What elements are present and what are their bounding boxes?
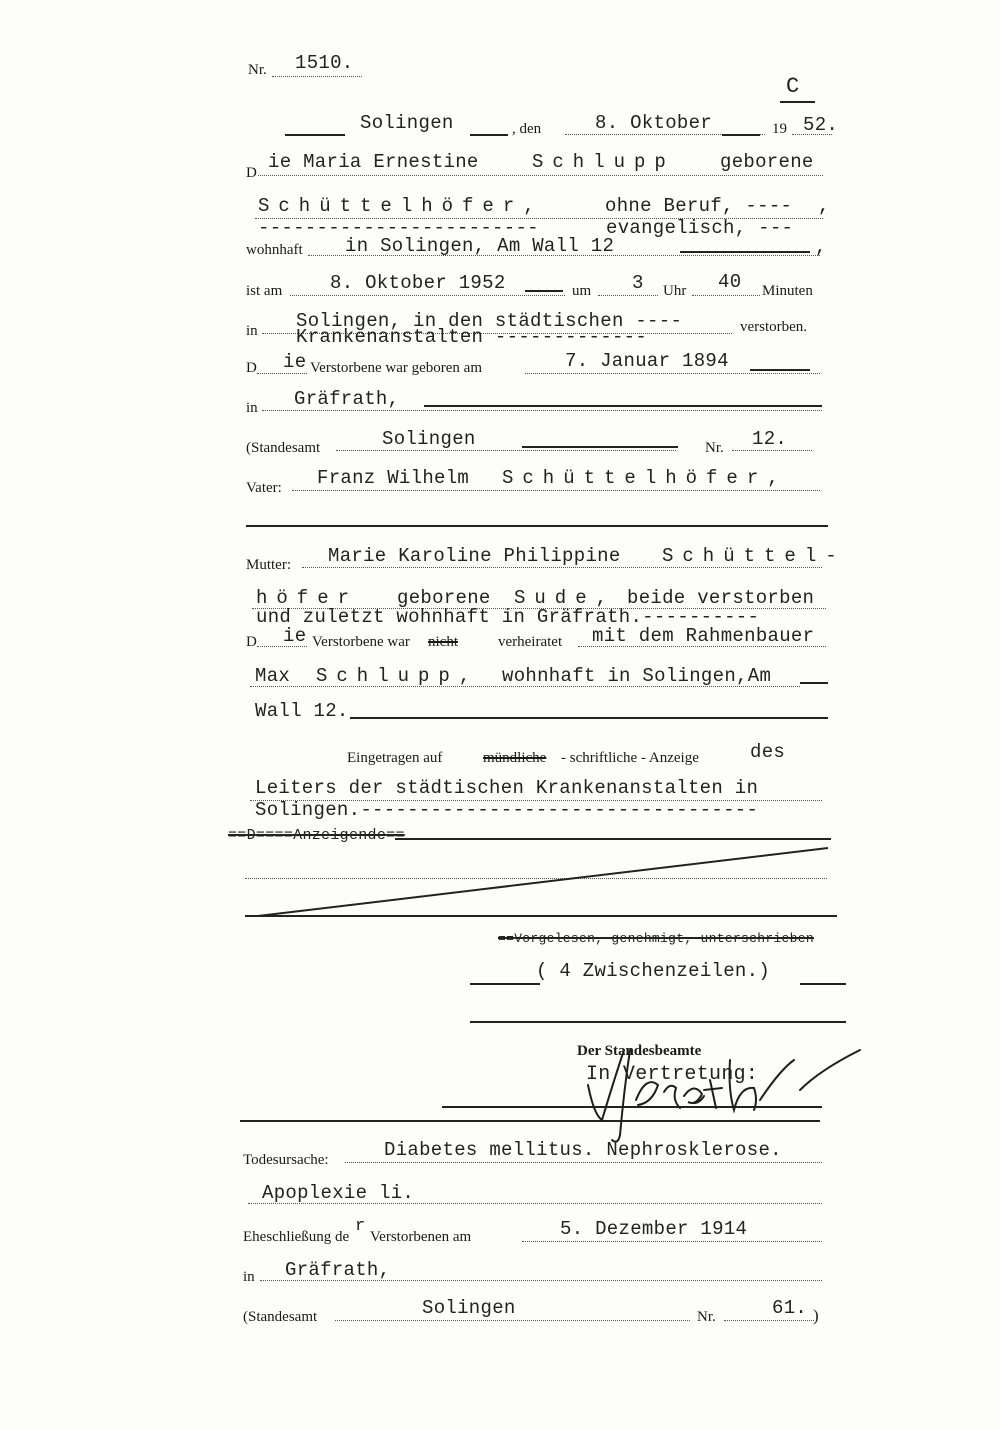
father-line [292, 490, 820, 491]
birth-date-line [525, 373, 820, 374]
signature-line [442, 1106, 822, 1108]
spouse-residence: wohnhaft in Solingen,Am [502, 665, 772, 687]
death-date: 8. Oktober 1952 [330, 272, 506, 294]
marital-spouse-intro: mit dem Rahmenbauer [592, 625, 815, 647]
deceased-geborene: geborene [720, 151, 814, 173]
spouse-first-name: Max [255, 665, 291, 687]
struck-approval-prefix: == [498, 931, 515, 946]
official-title: Der Standesbeamte [577, 1043, 702, 1059]
place-fill-line-2 [470, 134, 508, 136]
divider-line [240, 1120, 820, 1122]
marital-d-label: D [246, 634, 257, 650]
birth-suffix: ie [283, 351, 307, 373]
official-vertretung: In Vertretung: [586, 1063, 759, 1086]
marriage-standesamt: Solingen [422, 1297, 516, 1319]
birth-date: 7. Januar 1894 [565, 350, 729, 372]
date-fill-line [722, 134, 760, 136]
cause-line-1 [345, 1162, 822, 1163]
struck-eq: ==== [255, 827, 294, 844]
struck-d: D [246, 827, 256, 844]
entry-text-line1: Leiters der städtischen Krankenanstalten in [255, 777, 759, 799]
hour-line [598, 295, 658, 296]
death-in-label: in [246, 323, 258, 339]
death-minutes: 40 [718, 271, 742, 293]
deceased-religion: evangelisch, --- [606, 217, 794, 239]
struck-d-anzeigende [228, 827, 405, 844]
marriage-place: Gräfrath, [285, 1259, 391, 1281]
marriage-date-line [522, 1241, 822, 1242]
mother-geborene: geborene [397, 587, 491, 609]
approval-blank-line [470, 1021, 846, 1023]
mother-first-names: Marie Karoline Philippine [328, 545, 621, 567]
cause-text-line2: Apoplexie li. [262, 1182, 415, 1204]
marriage-close-paren: ) [813, 1306, 819, 1325]
deceased-first-names: ie Maria Ernestine [268, 151, 479, 173]
mother-note2: und zuletzt wohnhaft in Gräfrath.---------- [256, 606, 760, 628]
record-number: 1510. [295, 52, 354, 74]
uhr-label: Uhr [663, 283, 687, 299]
deceased-comma: , [818, 195, 830, 217]
mother-surname-part1: Schüttel- [662, 545, 846, 567]
deceased-d-label: D [246, 165, 257, 181]
ist-am-label: ist am [246, 283, 283, 299]
struck-approval-text: Vorgelesen, genehmigt, unterschrieben [514, 931, 814, 946]
marriage-suffix: r [355, 1217, 366, 1236]
death-date-line [290, 295, 565, 296]
birth-date-fill [750, 369, 810, 371]
death-place-line2: Krankenanstalten ------------- [296, 326, 648, 348]
birth-nr-label: Nr. [705, 440, 724, 456]
death-place-line1: Solingen, in den städtischen ---- [296, 310, 683, 332]
birth-nr: 12. [752, 428, 788, 450]
marriage-nr: 61. [772, 1297, 808, 1319]
marriage-in-label: in [243, 1269, 255, 1285]
marriage-standesamt-label: (Standesamt [243, 1309, 318, 1325]
mother-line [302, 567, 822, 568]
father-label: Vater: [246, 480, 282, 496]
birth-standesamt-line [336, 450, 676, 451]
den-label: , den [512, 121, 542, 137]
letter-underline [780, 101, 815, 103]
marital-struck-nicht: nicht [428, 634, 458, 650]
deceased-maiden-name: Schüttelhöfer, [258, 195, 544, 217]
deceased-dashline: ------------------------ [258, 217, 539, 239]
marital-label: Verstorbene war [312, 634, 410, 650]
birth-in-label: in [246, 400, 258, 416]
mother-maiden: Sude, [514, 587, 617, 609]
cause-label: Todesursache: [243, 1152, 329, 1168]
marriage-standesamt-line [335, 1320, 690, 1321]
residence-fill [680, 251, 810, 253]
birth-place-fill [424, 405, 822, 407]
father-first-names: Franz Wilhelm [317, 467, 470, 489]
mother-note1: beide verstorben [627, 587, 815, 609]
spouse-surname: Schlupp, [316, 665, 480, 687]
birth-standesamt-fill [522, 446, 678, 448]
father-surname: Schüttelhöfer, [502, 467, 788, 489]
blank-line-1 [245, 878, 827, 879]
deceased-surname: Schlupp [532, 151, 675, 173]
cancellation-diagonal [258, 848, 828, 916]
residence-comma: , [815, 236, 827, 258]
deceased-name-line [258, 175, 823, 176]
father-blank-line [246, 525, 828, 527]
entry-label-start: Eingetragen auf [347, 750, 443, 766]
nr-label: Nr. [248, 62, 267, 78]
verstorben-label: verstorben. [740, 319, 808, 335]
marriage-nr-line [724, 1320, 814, 1321]
birth-d-line [257, 373, 307, 374]
nr-line [272, 76, 362, 77]
minute-line [692, 295, 760, 296]
birth-d-label: D [246, 360, 257, 376]
year-prefix: 19 [772, 121, 787, 137]
year-suffix: 52. [803, 114, 839, 136]
birth-nr-line [732, 450, 812, 451]
marriage-label-start: Eheschließung de [243, 1229, 350, 1245]
blank-line-2 [245, 915, 837, 917]
birth-place: Gräfrath, [294, 388, 400, 410]
spouse-fill-2 [350, 717, 828, 719]
entry-label-end: - schriftliche - Anzeige [561, 750, 699, 766]
minuten-label: Minuten [762, 283, 813, 299]
zwischen-fill-1 [470, 983, 540, 985]
marriage-date: 5. Dezember 1914 [560, 1218, 748, 1240]
struck-prefix: == [228, 827, 247, 844]
zwischen-fill-2 [800, 983, 846, 985]
cause-text-line1: Diabetes mellitus. Nephrosklerose. [384, 1139, 782, 1161]
death-hour: 3 [632, 272, 644, 294]
spouse-residence-line2: Wall 12. [255, 700, 349, 722]
anzeigende-line [395, 838, 831, 840]
entry-text-line2: Solingen.---------------------------------- [255, 799, 759, 821]
zwischenzeilen: ( 4 Zwischenzeilen.) [536, 960, 771, 982]
birth-label: Verstorbene war geboren am [310, 360, 483, 376]
marriage-label-end: Verstorbenen am [370, 1229, 472, 1245]
struck-approval [498, 931, 814, 946]
birth-standesamt-label: (Standesamt [246, 440, 321, 456]
birth-place-line [262, 410, 822, 411]
mother-label: Mutter: [246, 557, 291, 573]
marriage-nr-label: Nr. [697, 1309, 716, 1325]
entry-des: des [750, 741, 786, 763]
deceased-residence: in Solingen, Am Wall 12 [345, 235, 615, 257]
struck-suffix: == [386, 827, 405, 844]
struck-anzeigende: Anzeigende [293, 827, 387, 844]
place-date: 8. Oktober [595, 112, 713, 134]
deceased-occupation: ohne Beruf, ---- [605, 195, 793, 217]
entry-struck-muendliche: mündliche [483, 750, 547, 766]
marital-suffix: ie [283, 625, 307, 647]
mother-surname-part2: höfer [256, 587, 359, 609]
marital-status: verheiratet [498, 634, 563, 650]
spouse-fill-1 [800, 682, 828, 684]
death-date-fill [525, 290, 563, 292]
um-label: um [572, 283, 592, 299]
birth-standesamt: Solingen [382, 428, 476, 450]
place-city: Solingen [360, 112, 454, 134]
wohnhaft-label: wohnhaft [246, 242, 303, 258]
record-letter: C [786, 74, 800, 99]
place-fill-line [285, 134, 345, 136]
